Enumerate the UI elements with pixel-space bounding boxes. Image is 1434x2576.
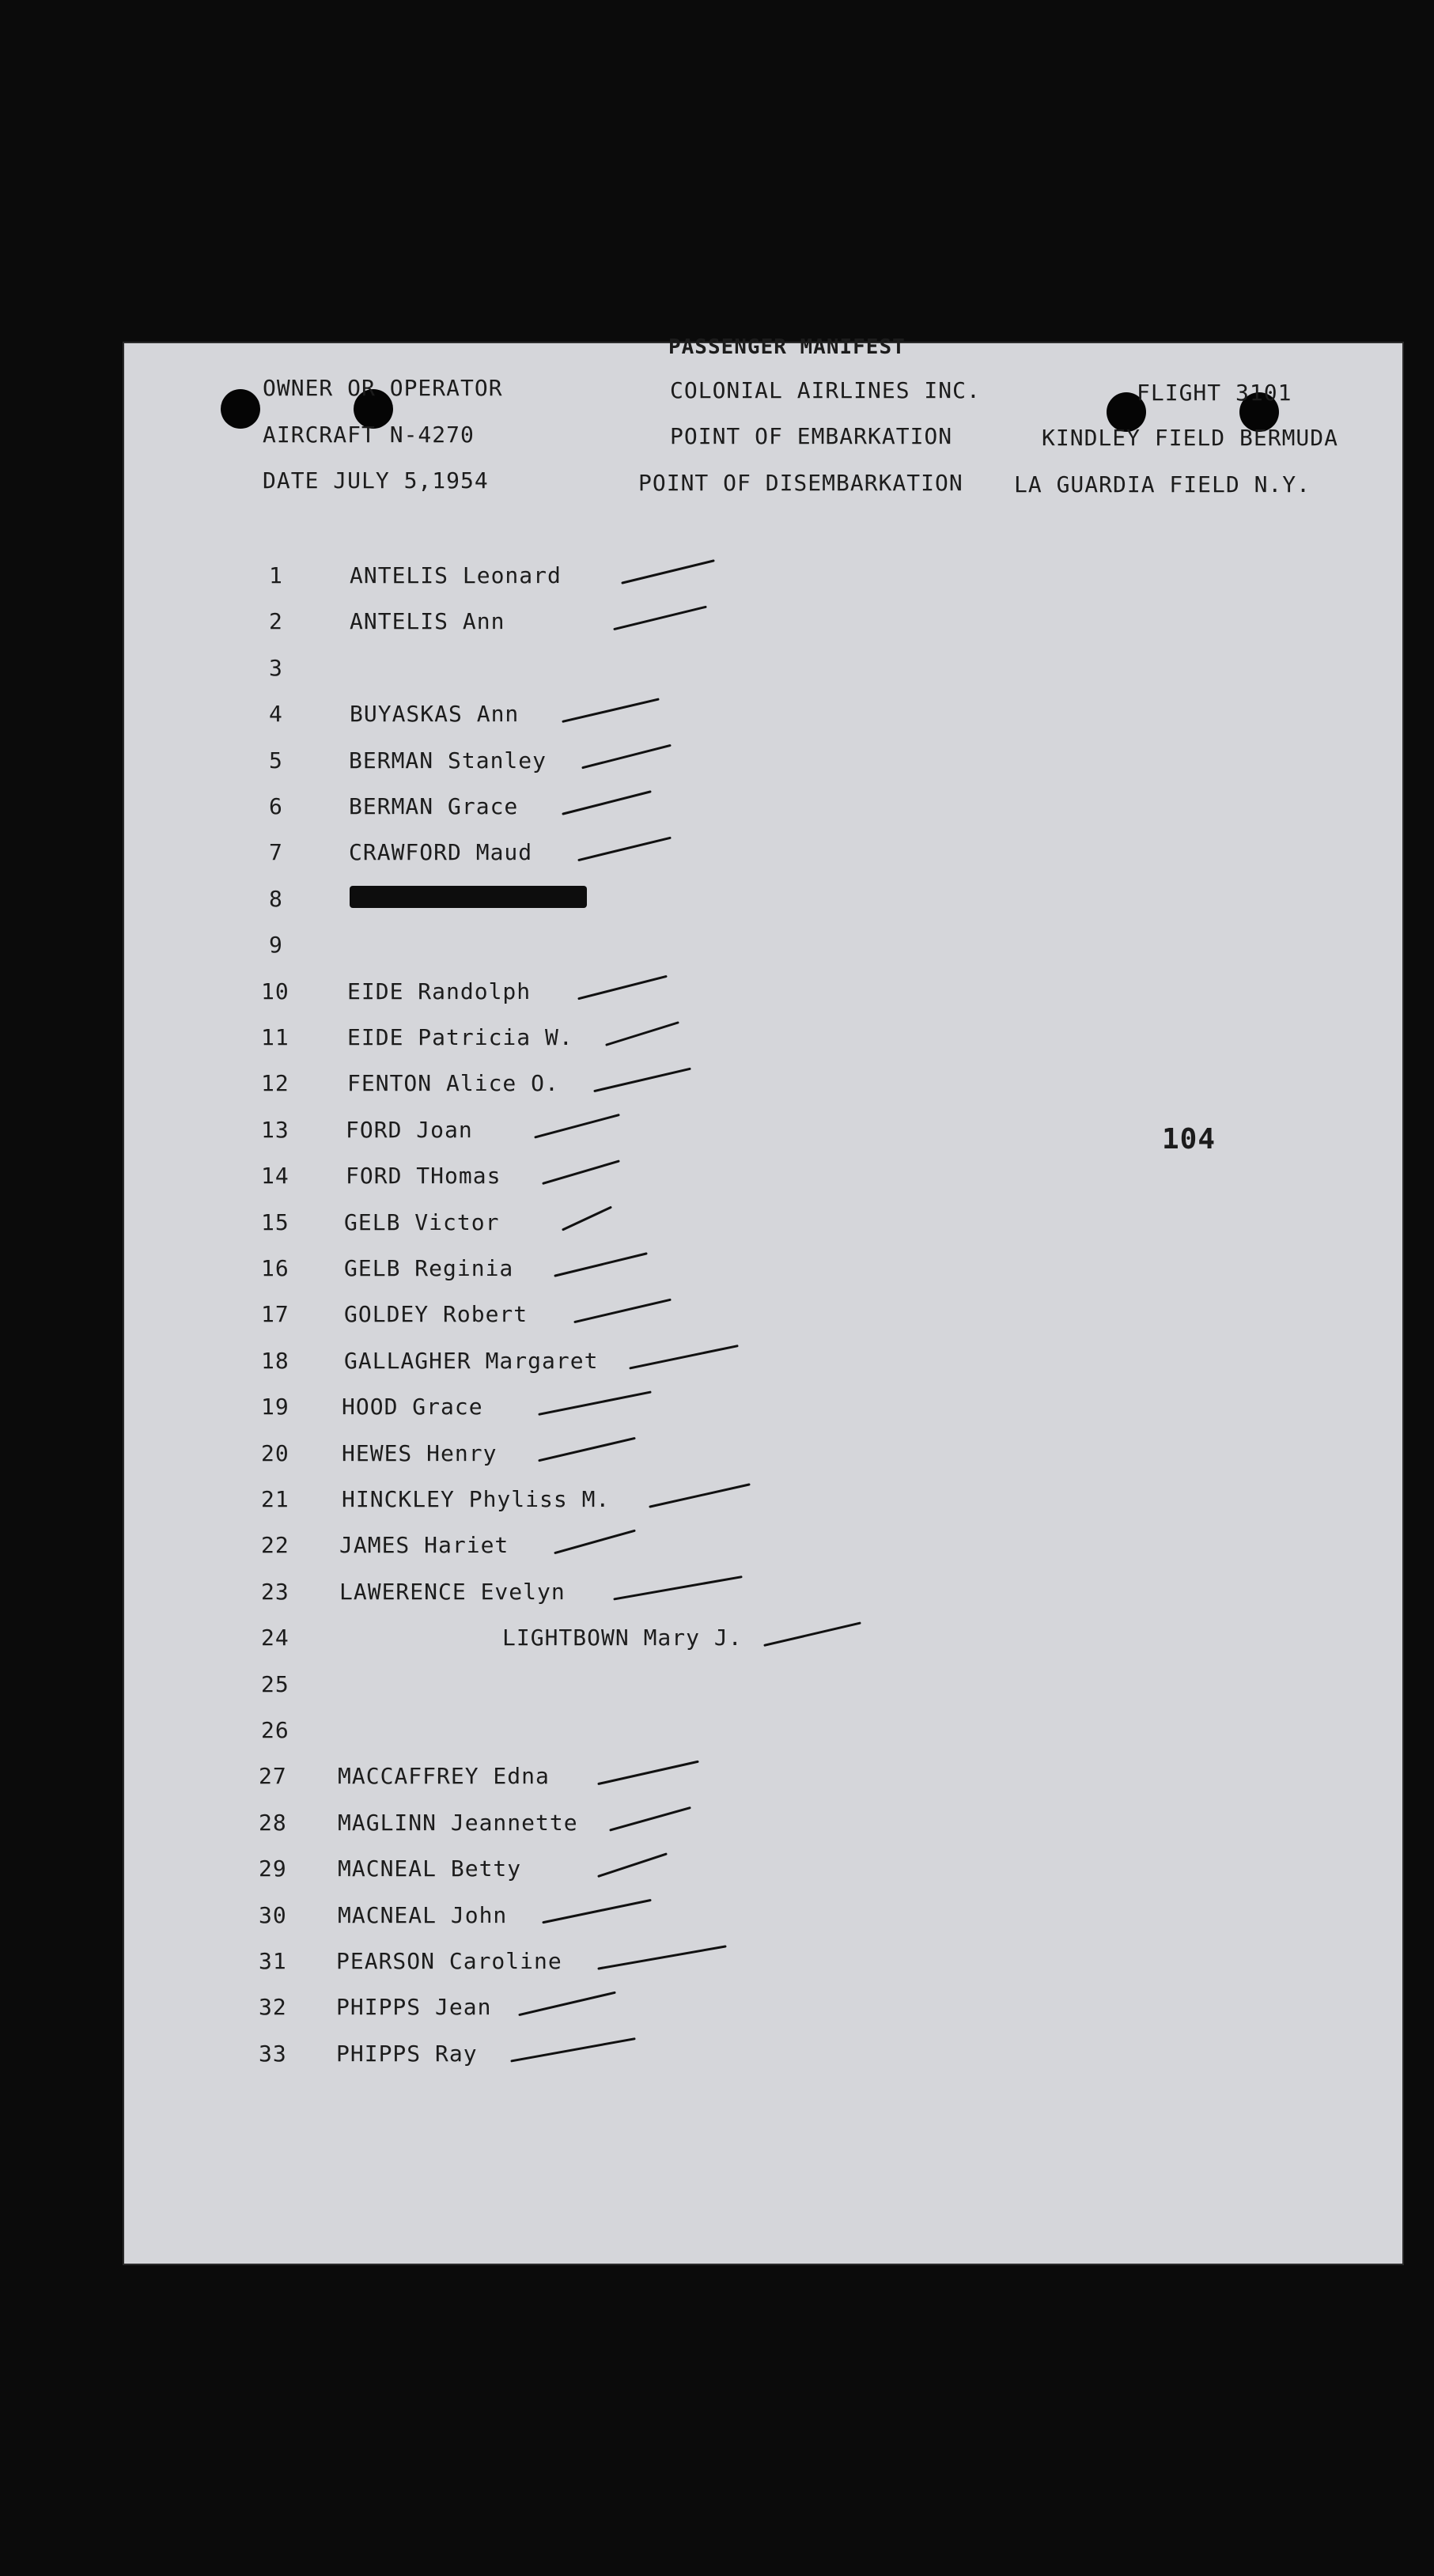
passenger-name: HINCKLEY Phyliss M. <box>342 1486 611 1512</box>
passenger-number: 29 <box>259 1855 287 1882</box>
check-mark-stroke <box>599 1761 698 1784</box>
passenger-number: 30 <box>259 1901 287 1928</box>
check-mark-stroke <box>555 1254 646 1276</box>
passenger-number: 3 <box>269 654 283 681</box>
check-mark-stroke <box>579 838 670 860</box>
passenger-number: 2 <box>269 608 283 635</box>
passenger-number: 28 <box>259 1809 287 1836</box>
passenger-name: HOOD Grace <box>342 1394 483 1420</box>
passenger-number: 12 <box>261 1070 289 1097</box>
passenger-number: 17 <box>261 1301 289 1328</box>
page-number-stamp: 104 <box>1162 1123 1216 1156</box>
passenger-name: FORD THomas <box>346 1163 501 1190</box>
check-mark-stroke <box>765 1623 860 1645</box>
passenger-name: PEARSON Caroline <box>336 1948 562 1974</box>
passenger-name: EIDE Randolph <box>347 978 532 1004</box>
passenger-number: 9 <box>269 932 283 959</box>
passenger-name: GOLDEY Robert <box>344 1301 528 1328</box>
passenger-name: FORD Joan <box>346 1116 473 1143</box>
passenger-name: BERMAN Stanley <box>349 747 547 774</box>
embarkation-value: KINDLEY FIELD BERMUDA <box>1042 425 1339 451</box>
passenger-name: CRAWFORD Maud <box>349 839 533 866</box>
passenger-name: MACNEAL John <box>338 1901 508 1928</box>
passenger-number: 20 <box>261 1439 289 1466</box>
passenger-number: 7 <box>269 839 283 866</box>
passenger-name: MACNEAL Betty <box>338 1855 522 1882</box>
check-mark-stroke <box>575 1299 670 1322</box>
passenger-name: GALLAGHER Margaret <box>344 1347 599 1374</box>
owner-value: COLONIAL AIRLINES INC. <box>670 377 981 403</box>
embarkation-label: POINT OF EMBARKATION <box>670 423 953 449</box>
check-mark-stroke <box>520 1992 615 2014</box>
passenger-name: ANTELIS Ann <box>350 608 505 635</box>
passenger-number: 27 <box>259 1763 287 1790</box>
passenger-name: ANTELIS Leonard <box>350 562 562 588</box>
passenger-number: 11 <box>261 1024 289 1050</box>
passenger-name: BUYASKAS Ann <box>350 701 520 728</box>
check-mark-stroke <box>611 1808 690 1830</box>
check-mark-stroke <box>599 1854 666 1876</box>
handwritten-check-marks <box>124 343 1402 2264</box>
check-mark-stroke <box>595 1069 690 1091</box>
passenger-number: 21 <box>261 1486 289 1512</box>
passenger-number: 31 <box>259 1948 287 1974</box>
passenger-name: GELB Victor <box>344 1209 500 1235</box>
passenger-number: 33 <box>259 2040 287 2067</box>
check-mark-stroke <box>583 746 670 768</box>
aircraft-number: AIRCRAFT N-4270 <box>263 422 475 448</box>
passenger-number: 19 <box>261 1394 289 1420</box>
manifest-title: PASSENGER MANIFEST <box>668 335 906 359</box>
check-mark-stroke <box>630 1346 737 1368</box>
check-mark-stroke <box>615 607 706 629</box>
passenger-number: 23 <box>261 1578 289 1605</box>
check-mark-stroke <box>539 1439 634 1461</box>
passenger-number: 1 <box>269 562 283 588</box>
check-mark-stroke <box>615 1577 741 1599</box>
check-mark-stroke <box>543 1161 619 1183</box>
passenger-number: 4 <box>269 701 283 728</box>
passenger-number: 5 <box>269 747 283 774</box>
check-mark-stroke <box>512 2039 634 2061</box>
passenger-number: 8 <box>269 885 283 912</box>
check-mark-stroke <box>555 1530 634 1553</box>
passenger-name: JAMES Hariet <box>339 1532 509 1559</box>
flight-number: FLIGHT 3101 <box>1137 380 1292 406</box>
passenger-number: 14 <box>261 1163 289 1190</box>
disembarkation-label: POINT OF DISEMBARKATION <box>638 470 963 496</box>
passenger-name: FENTON Alice O. <box>347 1070 559 1097</box>
flight-date: DATE JULY 5,1954 <box>263 467 489 494</box>
passenger-name: EIDE Patricia W. <box>347 1024 573 1050</box>
check-mark-stroke <box>622 561 713 583</box>
check-mark-stroke <box>563 1208 611 1230</box>
passenger-name: MACCAFFREY Edna <box>338 1763 550 1790</box>
manifest-page <box>124 335 1402 2264</box>
passenger-number: 6 <box>269 793 283 819</box>
passenger-number: 16 <box>261 1255 289 1281</box>
passenger-name: HEWES Henry <box>342 1439 498 1466</box>
passenger-number: 22 <box>261 1532 289 1559</box>
passenger-name: MAGLINN Jeannette <box>338 1809 578 1836</box>
check-mark-stroke <box>579 977 666 999</box>
check-mark-stroke <box>543 1901 650 1923</box>
passenger-number: 25 <box>261 1670 289 1697</box>
passenger-number: 18 <box>261 1347 289 1374</box>
check-mark-stroke <box>539 1392 650 1414</box>
check-mark-stroke <box>563 699 658 721</box>
passenger-name: PHIPPS Ray <box>336 2040 478 2067</box>
passenger-number: 13 <box>261 1116 289 1143</box>
passenger-name: PHIPPS Jean <box>336 1994 492 2021</box>
passenger-name: GELB Reginia <box>344 1255 514 1281</box>
check-mark-stroke <box>563 792 650 814</box>
check-mark-stroke <box>535 1115 619 1137</box>
owner-label: OWNER OR OPERATOR <box>263 375 503 401</box>
check-mark-stroke <box>650 1485 749 1507</box>
check-mark-stroke <box>599 1946 725 1969</box>
check-mark-stroke <box>607 1023 678 1045</box>
passenger-name: BERMAN Grace <box>349 793 519 819</box>
passenger-number: 24 <box>261 1625 289 1651</box>
passenger-number: 15 <box>261 1209 289 1235</box>
passenger-number: 10 <box>261 978 289 1004</box>
passenger-name: LAWERENCE Evelyn <box>339 1578 566 1605</box>
disembarkation-value: LA GUARDIA FIELD N.Y. <box>1014 471 1311 497</box>
passenger-name: LIGHTBOWN Mary J. <box>502 1625 743 1651</box>
passenger-number: 26 <box>261 1717 289 1743</box>
passenger-number: 32 <box>259 1994 287 2021</box>
